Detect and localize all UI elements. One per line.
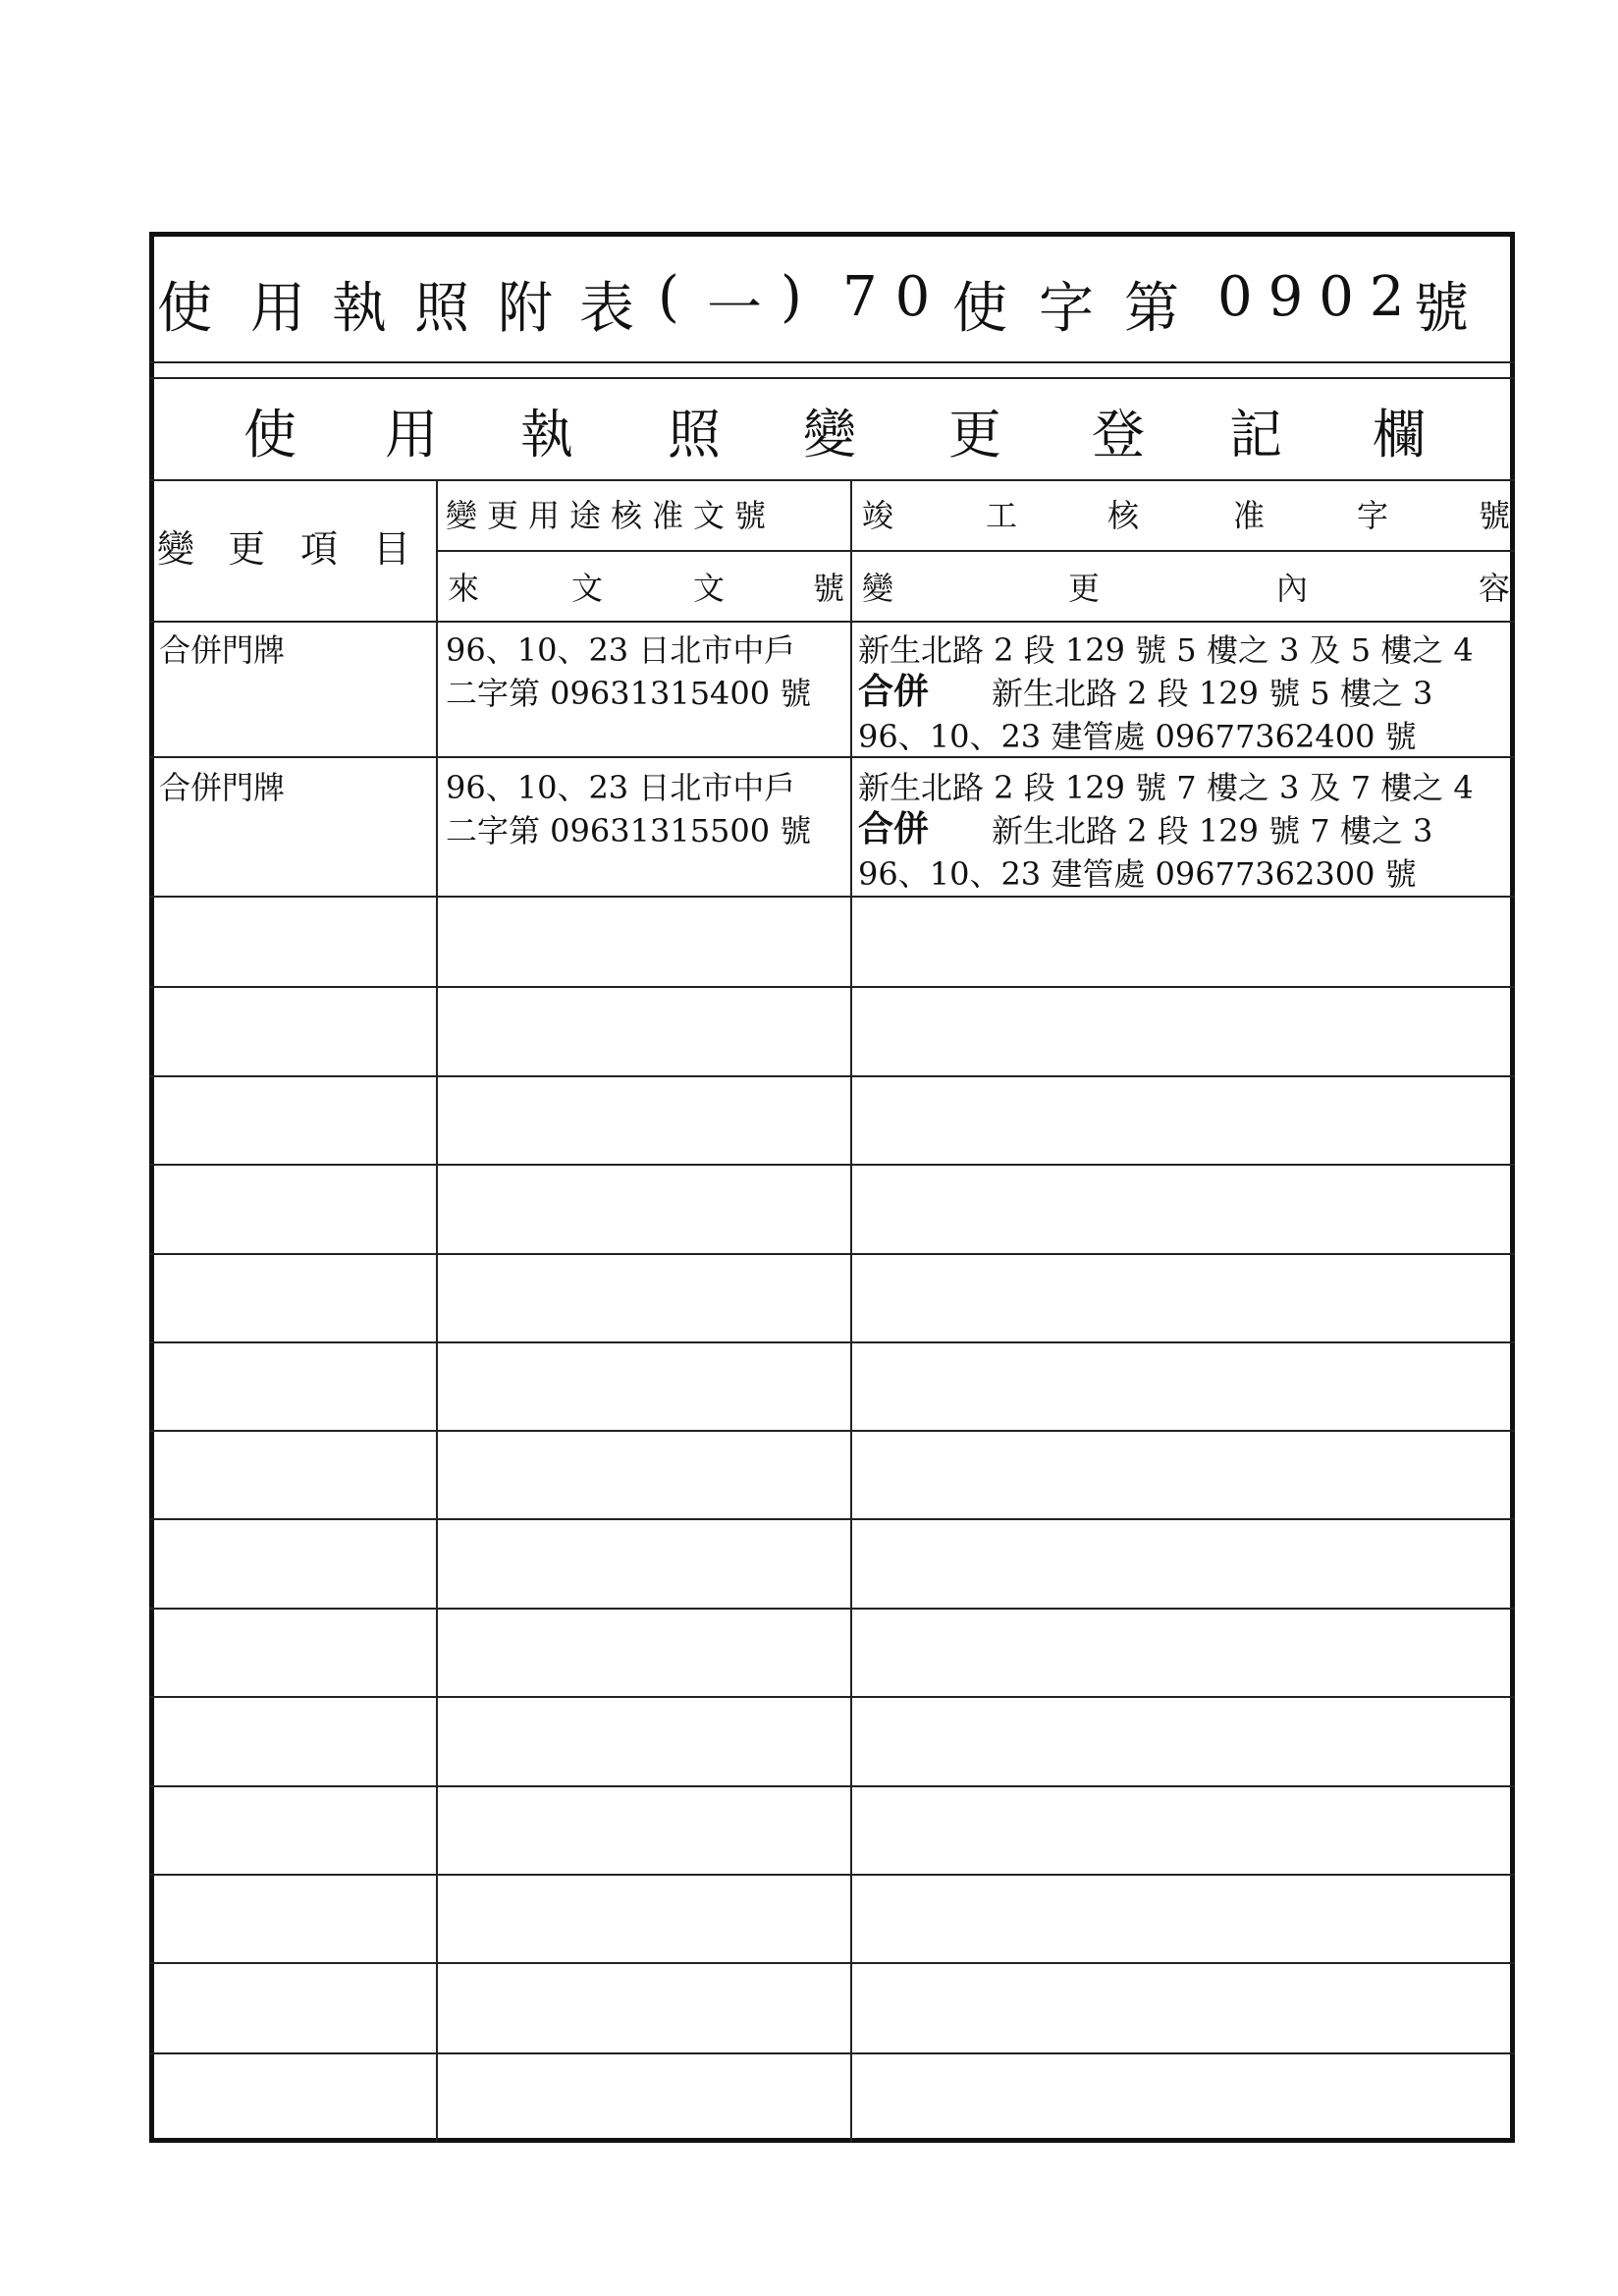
title-char: 附: [498, 277, 555, 341]
section-char: 變: [803, 404, 856, 465]
row-1-content-merge: 合併: [858, 671, 930, 712]
section-char: 登: [1092, 404, 1145, 465]
section-char: 記: [1229, 404, 1282, 465]
header-char: 來: [448, 570, 480, 607]
header-char: 項: [300, 527, 339, 571]
header-char: 工: [986, 497, 1018, 534]
header-change-item: [157, 519, 432, 571]
header-char: 目: [373, 527, 411, 571]
title-char: 使: [952, 277, 1009, 341]
row-2-approval-line-2: 二字第 09631315500 號: [446, 812, 812, 849]
column-divider-2: [850, 479, 852, 2143]
header-char: 准: [1233, 497, 1266, 534]
rule-under-section: [149, 479, 1515, 481]
rule-row: [149, 986, 1515, 988]
rule-row: [149, 1962, 1515, 1964]
rule-row: [149, 1874, 1515, 1876]
header-completion-approval: [860, 491, 1512, 534]
row-2-content-line-1: 新生北路 2 段 129 號 7 樓之 3 及 7 樓之 4: [858, 769, 1474, 806]
title-char: 字: [1039, 277, 1096, 341]
section-char: 欄: [1373, 404, 1426, 465]
title-char: 執: [332, 277, 389, 341]
row-1-approval-line-1: 96、10、23 日北市中戶: [446, 631, 796, 669]
header-char: 號: [1479, 497, 1511, 534]
header-char: 容: [1479, 570, 1511, 607]
row-2-content-line-2: 新生北路 2 段 129 號 7 樓之 3: [992, 812, 1433, 849]
rule-row: [149, 1608, 1515, 1610]
row-1-change-item: 合併門牌: [159, 631, 286, 669]
rule-row: [149, 1253, 1515, 1255]
rule-row: [149, 1430, 1515, 1432]
row-2-content-line-3: 96、10、23 建管處 09677362300 號: [858, 855, 1417, 893]
header-char: 更: [1068, 570, 1101, 607]
header-incoming-doc-number: [446, 564, 848, 607]
row-1-content-line-2: 新生北路 2 段 129 號 5 樓之 3: [992, 675, 1433, 712]
row-1-content-line-1: 新生北路 2 段 129 號 5 樓之 3 及 5 樓之 4: [858, 631, 1474, 669]
section-char: 使: [243, 404, 297, 465]
section-char: 照: [668, 404, 721, 465]
rule-under-title: [149, 361, 1515, 363]
rule-header-mid: [436, 550, 1515, 552]
rule-row: [149, 1785, 1515, 1787]
header-char: 文: [571, 570, 604, 607]
header-approval-number: 變更用途核准文號: [446, 497, 777, 534]
title-char: 表: [579, 277, 636, 341]
header-char: 變: [157, 527, 195, 571]
rule-row: [149, 1164, 1515, 1166]
form-title: [157, 265, 1492, 341]
row-2-change-item: 合併門牌: [159, 769, 286, 806]
section-title: [157, 393, 1502, 471]
title-char: 照: [414, 277, 471, 341]
title-char: 使: [157, 277, 214, 341]
title-char: 用: [250, 277, 307, 341]
title-char: (: [658, 265, 681, 329]
rule-row: [149, 1518, 1515, 1520]
rule-above-section: [149, 377, 1515, 379]
header-change-content: [860, 564, 1512, 607]
license-number: 0902: [1217, 265, 1421, 329]
header-char: 文: [693, 570, 726, 607]
rule-row: [149, 1341, 1515, 1343]
title-char: ): [781, 265, 804, 329]
header-char: 內: [1276, 570, 1309, 607]
section-char: 更: [948, 404, 1001, 465]
section-char: 執: [520, 404, 573, 465]
rule-row: [149, 1075, 1515, 1077]
license-year: 70: [842, 265, 948, 329]
section-char: 用: [385, 404, 438, 465]
title-char: 號: [1414, 277, 1471, 341]
row-1-content-line-3: 96、10、23 建管處 09677362400 號: [858, 718, 1417, 755]
row-2-approval-line-1: 96、10、23 日北市中戶: [446, 769, 796, 806]
rule-row: [149, 2052, 1515, 2054]
header-char: 號: [813, 570, 845, 607]
header-char: 竣: [862, 497, 894, 534]
rule-under-header: [149, 621, 1515, 623]
rule-row: [149, 1696, 1515, 1698]
rule-row-2: [149, 896, 1515, 898]
header-char: 核: [1107, 497, 1140, 534]
header-char: 變: [862, 570, 894, 607]
header-char: 更: [228, 527, 266, 571]
row-1-approval-line-2: 二字第 09631315400 號: [446, 675, 812, 712]
column-divider-1: [436, 479, 438, 2143]
row-2-content-merge: 合併: [858, 808, 930, 849]
header-char: 字: [1357, 497, 1389, 534]
title-char: 第: [1124, 277, 1181, 341]
title-char: 一: [707, 277, 764, 341]
